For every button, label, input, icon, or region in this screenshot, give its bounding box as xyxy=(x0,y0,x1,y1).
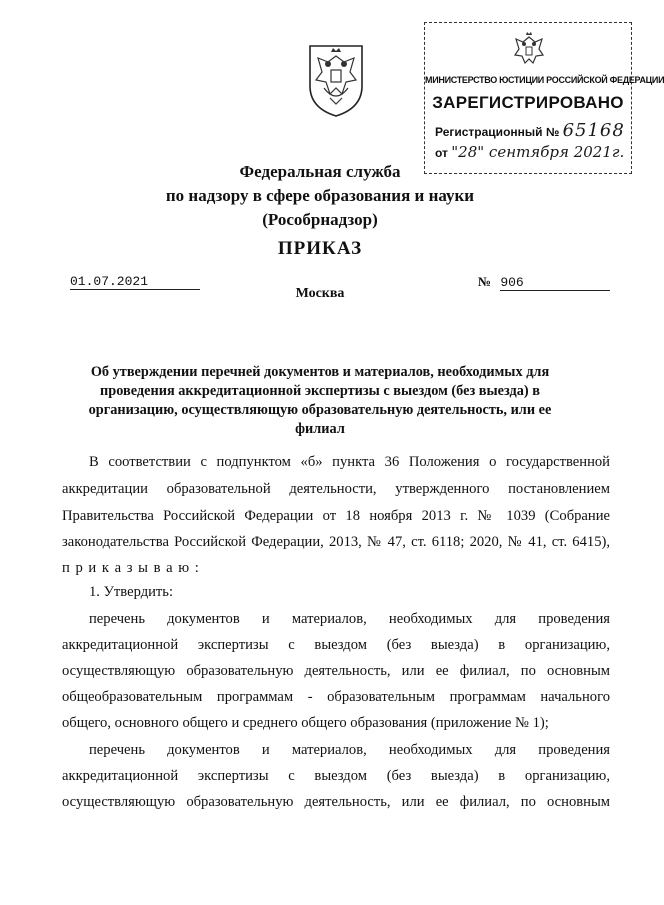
body-line: п р и к а з ы в а ю : xyxy=(62,560,200,576)
body-line: В соответствии с подпунктом «б» пункта 36 Положения о государственной xyxy=(89,454,610,470)
subject-line: проведения аккредитационной экспертизы с выездом (без выезда) в xyxy=(100,383,540,399)
stamp-emblem-icon xyxy=(511,31,547,71)
coat-of-arms-icon xyxy=(304,42,368,118)
body-line: законодательства Российской Федерации, 2013, № 47, ст. 6118; 2020, № 41, ст. 6415), xyxy=(62,534,610,550)
order-subject xyxy=(70,363,570,439)
org-name-line2: по надзору в сфере образования и науки xyxy=(165,186,475,205)
body-item: 1. Утвердить: xyxy=(89,584,174,600)
city: Москва xyxy=(295,286,345,301)
order-number-value: 906 xyxy=(500,276,610,291)
stamp-status: ЗАРЕГИСТРИРОВАНО xyxy=(432,93,624,112)
body-line: осуществляющую образовательную деятельность, или ее филиал, по основным xyxy=(62,663,610,679)
stamp-date-label: от xyxy=(435,146,448,160)
body-line: перечень документов и материалов, необходимых для проведения xyxy=(89,742,610,758)
org-name-line1: Федеральная служба xyxy=(239,162,401,181)
body-line: аккредитационной экспертизы с выездом (без выезда) в организацию, xyxy=(62,637,610,653)
body-line: осуществляющую образовательную деятельность, или ее филиал, по основным xyxy=(62,794,610,810)
stamp-reg-number: 65168 xyxy=(562,120,625,141)
stamp-date-value: "28" сентября 2021г. xyxy=(451,143,625,161)
org-name-line3: (Рособрнадзор) xyxy=(262,210,378,229)
subject-line: организацию, осуществляющую образовательную деятельность, или ее филиал xyxy=(88,402,552,437)
stamp-reg-row xyxy=(435,120,625,141)
body-line: Правительства Российской Федерации от 18 ноября 2013 г. № 1039 (Собрание xyxy=(62,508,610,524)
stamp-reg-label: Регистрационный № xyxy=(435,125,560,139)
registration-stamp xyxy=(424,22,664,174)
body-line: аккредитационной экспертизы с выездом (без выезда) в организацию, xyxy=(62,768,610,784)
document-title: ПРИКАЗ xyxy=(277,238,363,259)
stamp-date-row xyxy=(435,143,624,161)
order-date: 01.07.2021 xyxy=(70,275,200,290)
stamp-ministry: МИНИСТЕРСТВО ЮСТИЦИИ РОССИЙСКОЙ ФЕДЕРАЦИИ xyxy=(425,75,664,85)
subject-line: Об утверждении перечней документов и материалов, необходимых для xyxy=(90,364,550,380)
order-number-label: № xyxy=(478,274,492,289)
body-line: общего, основного общего и среднего общего образования (приложение № 1); xyxy=(62,715,549,731)
body-line: перечень документов и материалов, необходимых для проведения xyxy=(89,611,610,627)
body-line: общеобразовательным программам - образовательным программам начального xyxy=(62,689,610,705)
body-line: аккредитации образовательной деятельности, утвержденного постановлением xyxy=(62,481,610,497)
